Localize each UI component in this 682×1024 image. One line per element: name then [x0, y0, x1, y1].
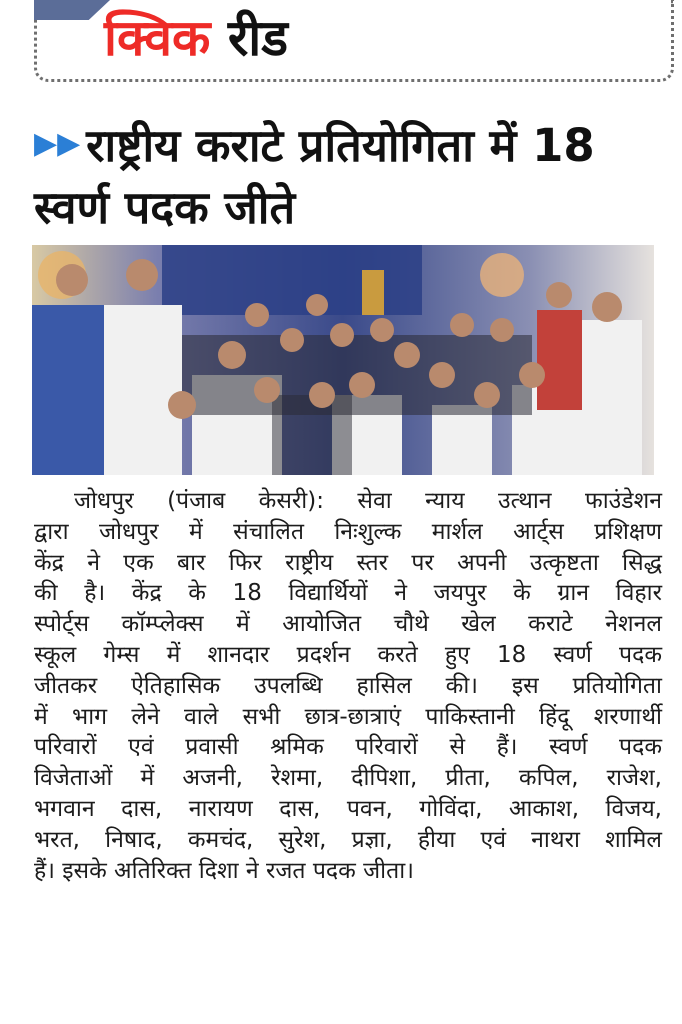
article-line: भगवान दास, नारायण दास, पवन, गोविंदा, आकाश, विजय,	[34, 795, 662, 822]
article-line: केंद्र ने एक बार फिर राष्ट्रीय स्तर पर अपनी उत्कृष्टता सिद्ध	[34, 549, 662, 576]
article-line: परिवारों एवं प्रवासी श्रमिक परिवारों से हैं। स्वर्ण पदक	[34, 734, 662, 761]
article-line: भरत, निषाद, कमचंद, सुरेश, प्रज्ञा, हीया एवं नाथरा शामिल	[34, 826, 662, 853]
article-line: विजेताओं में अजनी, रेशमा, दीपिशा, प्रीता, कपिल, राजेश,	[34, 765, 662, 792]
section-label	[104, 6, 288, 70]
headline	[34, 113, 664, 239]
group-photo	[32, 245, 654, 475]
article-line: स्पोर्ट्स कॉम्प्लेक्स में आयोजित चौथे खेल कराटे नेशनल	[34, 611, 662, 638]
article-body	[34, 486, 662, 886]
headline-line-1: राष्ट्रीय कराटे प्रतियोगिता में 18	[86, 119, 595, 172]
article-line: स्कूल गेम्स में शानदार प्रदर्शन करते हुए 18 स्वर्ण पदक	[34, 641, 662, 668]
article-line: हैं। इसके अतिरिक्त दिशा ने रजत पदक जीता।	[34, 857, 414, 884]
section-label-accent: क्विक	[104, 9, 211, 67]
section-label-rest: रीड	[227, 9, 288, 67]
article-line: की है। केंद्र के 18 विद्यार्थियों ने जयपुर के ग्रान विहार	[34, 580, 662, 607]
article-line: जोधपुर (पंजाब केसरी): सेवा न्याय उत्थान फाउंडेशन	[74, 488, 662, 514]
article-line: में भाग लेने वाले सभी छात्र-छात्राएं पाकिस्तानी हिंदू शरणार्थी	[34, 703, 662, 730]
article-line: द्वारा जोधपुर में संचालित निःशुल्क मार्शल आर्ट्स प्रशिक्षण	[34, 518, 662, 545]
group-photo-illustration	[32, 245, 654, 475]
article-line: जीतकर ऐतिहासिक उपलब्धि हासिल की। इस प्रतियोगिता	[34, 672, 662, 699]
double-triangle-arrow-icon: ▶▶	[34, 126, 81, 161]
headline-line-2: स्वर्ण पदक जीते	[34, 181, 296, 234]
